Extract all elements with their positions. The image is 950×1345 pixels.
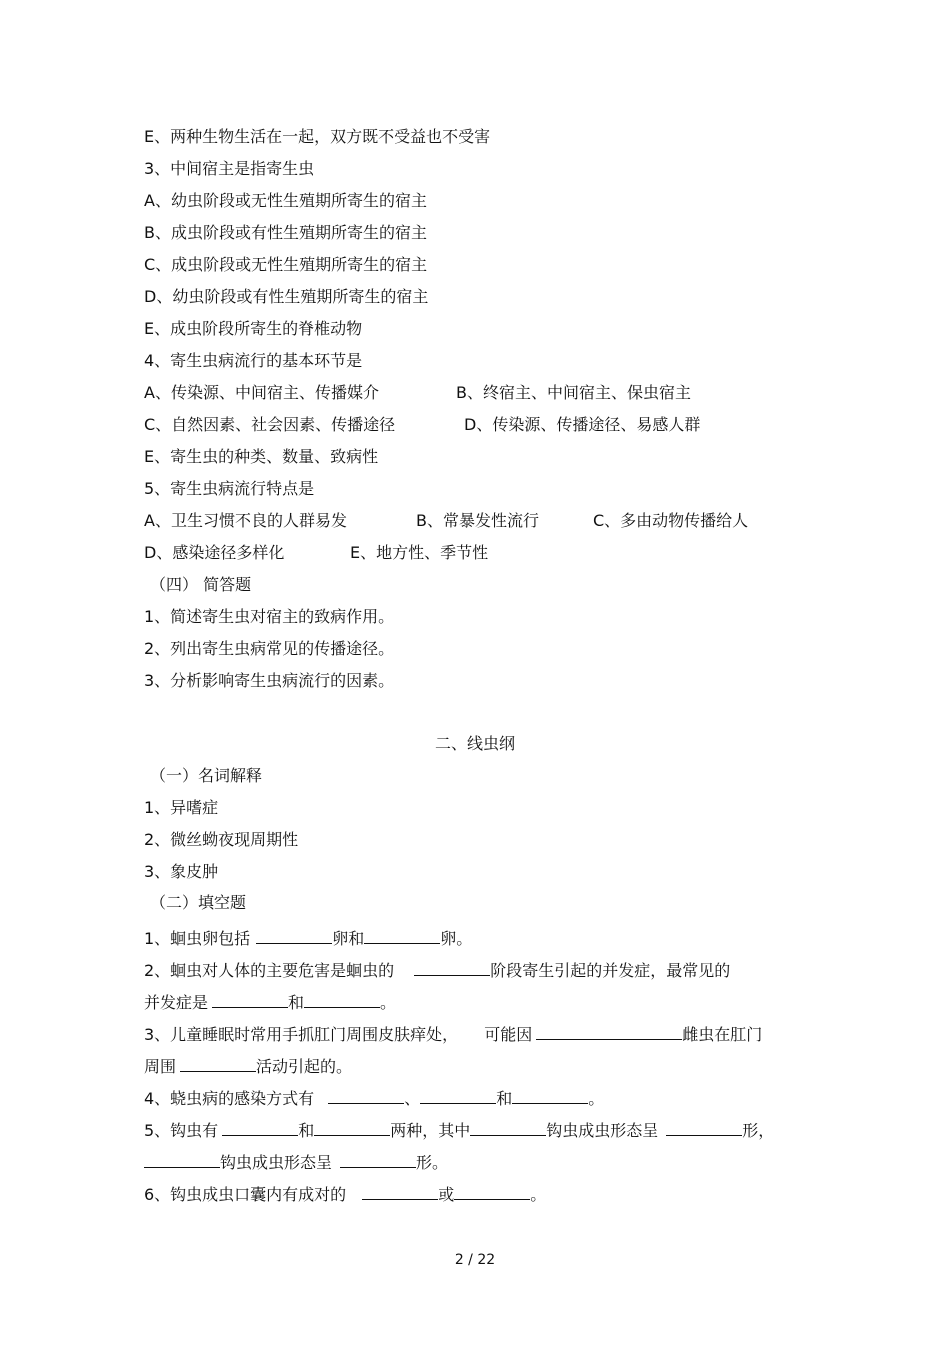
answer-blank[interactable]: [364, 927, 440, 944]
option-line: B、常暴发性流行: [416, 511, 539, 530]
question-text: 周围: [144, 1057, 177, 1076]
option-line: C、成虫阶段或无性生殖期所寄生的宿主: [144, 255, 428, 274]
option-line: A、传染源、中间宿主、传播媒介: [144, 383, 379, 402]
question-line: 2、列出寄生虫病常见的传播途径。: [144, 639, 395, 658]
fill-question: [144, 959, 730, 981]
fill-question: [144, 1151, 448, 1173]
question-text: 形，: [742, 1121, 775, 1140]
answer-blank[interactable]: [340, 1151, 416, 1168]
question-text: 或: [438, 1185, 455, 1204]
question-text: 和: [496, 1089, 513, 1108]
answer-blank[interactable]: [536, 1023, 682, 1040]
option-line: C、多由动物传播给人: [593, 511, 749, 530]
question-line: 1、简述寄生虫对宿主的致病作用。: [144, 607, 395, 626]
fill-question: [144, 991, 396, 1013]
question-line: 1、异嗜症: [144, 798, 219, 817]
question-text: 和: [288, 993, 305, 1012]
question-text: 钩虫成虫形态呈: [220, 1153, 333, 1172]
question-line: 3、中间宿主是指寄生虫: [144, 159, 315, 178]
answer-blank[interactable]: [144, 1151, 220, 1168]
fill-question: [144, 1087, 604, 1109]
answer-blank[interactable]: [180, 1055, 256, 1072]
option-line: D、传染源、传播途径、易感人群: [464, 415, 701, 434]
option-line: B、成虫阶段或有性生殖期所寄生的宿主: [144, 223, 427, 242]
question-text: 4、蛲虫病的感染方式有: [144, 1089, 315, 1108]
question-text: 阶段寄生引起的并发症，最常见的: [490, 961, 731, 980]
option-line: E、成虫阶段所寄生的脊椎动物: [144, 319, 363, 338]
fill-question: [144, 927, 472, 949]
option-line: E、两种生物生活在一起，双方既不受益也不受害: [144, 127, 491, 146]
question-text: 活动引起的。: [256, 1057, 353, 1076]
section-heading: （一）名词解释: [150, 766, 263, 785]
question-text: 3、儿童睡眠时常用手抓肛门周围皮肤痒处，: [144, 1025, 459, 1044]
question-text: 卵和: [332, 929, 365, 948]
section-heading: （二）填空题: [150, 893, 247, 912]
question-text: 钩虫成虫形态呈: [546, 1121, 659, 1140]
option-line: A、幼虫阶段或无性生殖期所寄生的宿主: [144, 191, 427, 210]
question-line: 5、寄生虫病流行特点是: [144, 479, 315, 498]
answer-blank[interactable]: [470, 1119, 546, 1136]
question-text: 1、蛔虫卵包括: [144, 929, 251, 948]
question-line: 4、寄生虫病流行的基本环节是: [144, 351, 363, 370]
option-line: D、幼虫阶段或有性生殖期所寄生的宿主: [144, 287, 429, 306]
answer-blank[interactable]: [314, 1119, 390, 1136]
question-text: 6、钩虫成虫口囊内有成对的: [144, 1185, 347, 1204]
option-line: E、寄生虫的种类、数量、致病性: [144, 447, 379, 466]
question-line: 3、分析影响寄生虫病流行的因素。: [144, 671, 395, 690]
fill-question: [144, 1055, 352, 1077]
answer-blank[interactable]: [304, 991, 380, 1008]
answer-blank[interactable]: [256, 927, 332, 944]
page-number: 2 / 22: [454, 1252, 496, 1268]
question-text: 雌虫在肛门: [682, 1025, 763, 1044]
answer-blank[interactable]: [512, 1087, 588, 1104]
fill-question: [144, 1023, 762, 1045]
question-text: 5、钩虫有: [144, 1121, 219, 1140]
fill-question: [144, 1119, 774, 1141]
answer-blank[interactable]: [222, 1119, 298, 1136]
answer-blank[interactable]: [420, 1087, 496, 1104]
answer-blank[interactable]: [414, 959, 490, 976]
question-text: 。: [530, 1185, 547, 1204]
answer-blank[interactable]: [328, 1087, 404, 1104]
question-text: 两种，其中: [390, 1121, 471, 1140]
question-text: 。: [588, 1089, 605, 1108]
question-text: 和: [298, 1121, 315, 1140]
answer-blank[interactable]: [666, 1119, 742, 1136]
chapter-title: 二、线虫纲: [434, 734, 515, 753]
question-text: 形。: [416, 1153, 449, 1172]
question-text: 。: [380, 993, 397, 1012]
answer-blank[interactable]: [212, 991, 288, 1008]
option-line: C、自然因素、社会因素、传播途径: [144, 415, 396, 434]
answer-blank[interactable]: [454, 1183, 530, 1200]
option-line: B、终宿主、中间宿主、保虫宿主: [456, 383, 691, 402]
fill-question: [144, 1183, 546, 1205]
question-line: 2、微丝蚴夜现周期性: [144, 830, 299, 849]
answer-blank[interactable]: [362, 1183, 438, 1200]
question-text: 卵。: [440, 929, 473, 948]
section-heading: （四） 简答题: [150, 575, 252, 594]
question-text: 可能因: [484, 1025, 533, 1044]
option-line: E、地方性、季节性: [350, 543, 489, 562]
question-line: 3、象皮肿: [144, 862, 219, 881]
question-text: 2、蛔虫对人体的主要危害是蛔虫的: [144, 961, 395, 980]
option-line: D、感染途径多样化: [144, 543, 285, 562]
option-line: A、卫生习惯不良的人群易发: [144, 511, 347, 530]
question-text: 、: [404, 1089, 421, 1108]
question-text: 并发症是: [144, 993, 209, 1012]
